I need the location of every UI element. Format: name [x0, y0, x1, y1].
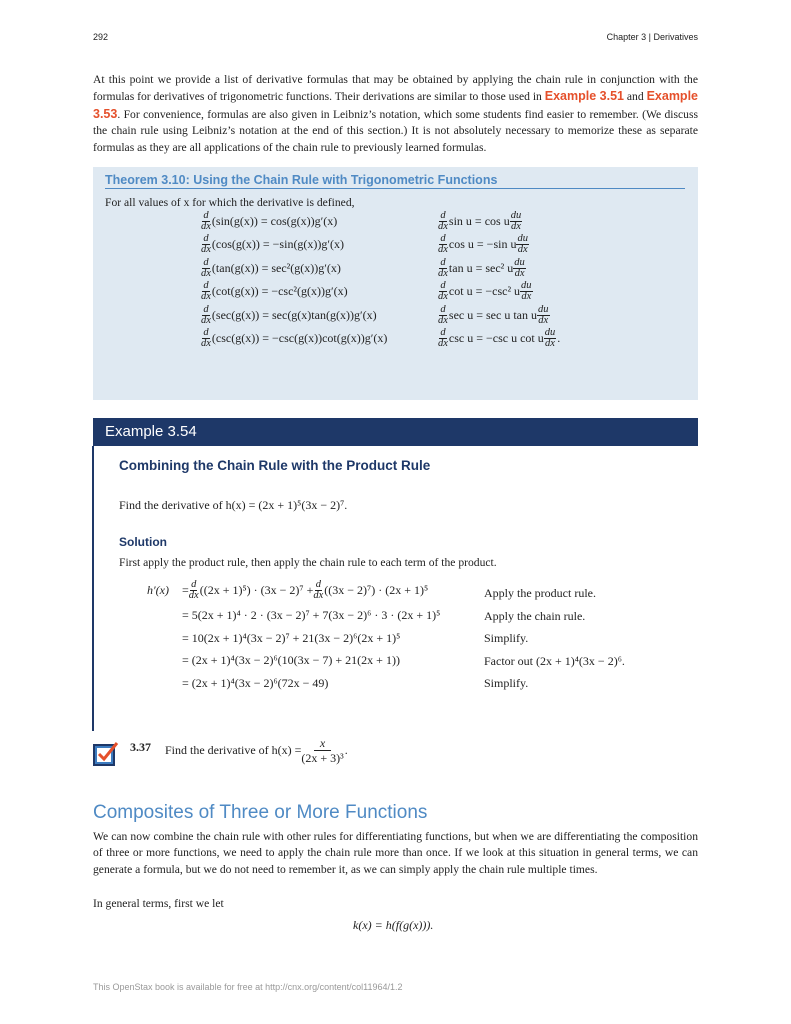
fraction	[438, 305, 448, 326]
num: d	[440, 303, 446, 315]
den: dx	[201, 291, 211, 302]
den: dx	[438, 220, 448, 232]
reason: Factor out (2x + 1)⁴(3x − 2)⁶.	[484, 653, 625, 668]
step: = (2x + 1)⁴(3x − 2)⁶(72x − 49)	[182, 675, 329, 690]
num: d	[440, 233, 446, 244]
solution-steps	[182, 604, 440, 694]
solution-intro: First apply the product rule, then apply the chain rule to each term of the product.	[119, 556, 497, 569]
num: du	[544, 327, 556, 338]
den: dx	[438, 338, 448, 349]
link-example-3-51[interactable]: Example 3.51	[544, 89, 624, 104]
den: dx	[538, 314, 549, 326]
footer: This OpenStax book is available for free at http://cnx.org/content/col11964/1.2	[93, 982, 403, 992]
den: dx	[514, 267, 525, 279]
example-problem: Find the derivative of h(x) = (2x + 1)⁵(3x − 2)⁷.	[119, 498, 348, 512]
num: d	[203, 256, 209, 268]
leibniz-formula-row	[438, 303, 551, 327]
d-dx	[313, 580, 323, 601]
leibniz-formula-row	[438, 209, 523, 233]
fraction	[201, 211, 211, 232]
chain-formula-row	[201, 256, 341, 280]
den: dx	[517, 244, 528, 255]
d-dx	[189, 580, 199, 601]
theorem-box	[93, 167, 698, 400]
chain-formula-row	[201, 327, 387, 351]
formula: csc u = −csc u cot u	[448, 331, 544, 345]
solution-step-1	[147, 579, 428, 601]
chain-formula-row	[201, 209, 337, 233]
intro-paragraph	[93, 72, 698, 156]
num: du	[521, 280, 532, 291]
formula: (tan(g(x)) = sec²(g(x))g′(x)	[211, 260, 341, 275]
theorem-title: Theorem 3.10: Using the Chain Rule with Trigonometric Functions	[105, 173, 685, 189]
num: d	[203, 327, 209, 338]
fraction	[201, 234, 211, 255]
formula: (cot(g(x)) = −csc²(g(x))g′(x)	[211, 284, 348, 298]
num: du	[517, 233, 528, 244]
formula: cos u = −sin u	[448, 237, 517, 251]
reason: Simplify.	[484, 631, 529, 645]
reason: Simplify.	[484, 676, 529, 690]
num: d	[440, 327, 446, 338]
num: d	[203, 303, 209, 315]
formula: sin u = cos u	[448, 213, 510, 228]
exercise-text	[165, 736, 348, 765]
exercise-number: 3.37	[130, 740, 151, 754]
fraction	[201, 328, 211, 349]
link-example-3-53[interactable]: Example 3.53	[93, 89, 698, 121]
period: .	[557, 331, 561, 345]
section-title: Composites of Three or More Functions	[93, 802, 428, 823]
reason: Apply the chain rule.	[484, 608, 586, 623]
den: dx	[438, 244, 448, 255]
num: d	[203, 209, 209, 221]
chain-formula-row	[201, 303, 377, 327]
text: At this point we provide a list of derivative formulas that may be obtained by applying the chain rule in conjunction with the formulas for derivatives of trigonometric functions. Their derivations are similar to those used in	[93, 73, 698, 104]
theorem-intro: For all values of x for which the derivative is defined,	[105, 196, 355, 209]
num: x	[314, 736, 331, 751]
num: d	[203, 233, 209, 244]
den: dx	[201, 267, 211, 279]
den: dx	[438, 291, 448, 302]
leibniz-formula-row	[438, 233, 530, 257]
reason: Apply the product rule.	[484, 586, 596, 600]
chapter-title: Chapter 3 | Derivatives	[606, 32, 698, 42]
checkpoint-icon	[93, 741, 117, 765]
chain-formula-row	[201, 280, 348, 304]
formula: (sin(g(x)) = cos(g(x))g′(x)	[211, 213, 338, 228]
fraction	[438, 281, 448, 302]
text: . For convenience, formulas are also given in Leibniz’s notation, which some students find easier to remember. (We discuss the chain rule using Leibniz’s notation at the end of this section.) It is not absolutely necessary to memorize these as separate formulas as they are all applications of the chain rule to previously learned formulas.	[93, 107, 698, 154]
solution-label: Solution	[119, 535, 167, 549]
den: dx	[545, 338, 555, 349]
fraction	[438, 211, 448, 232]
solution-reasons	[484, 582, 625, 695]
den: dx	[188, 589, 199, 601]
lhs: h′(x)	[147, 582, 169, 597]
section-paragraph-2: In general terms, first we let	[93, 897, 224, 910]
num: d	[440, 280, 446, 291]
den: dx	[521, 291, 532, 302]
leibniz-formula-row	[438, 256, 527, 280]
num: du	[514, 256, 525, 268]
num: d	[440, 209, 446, 221]
step: = 5(2x + 1)⁴ · 2 · (3x − 2)⁷ + 7(3x − 2)⁶ · 3 · (2x + 1)⁵	[182, 608, 441, 622]
step: = (2x + 1)⁴(3x − 2)⁶(10(3x − 7) + 21(2x + 1))	[182, 653, 400, 667]
num: d	[203, 280, 209, 291]
formula: sec u = sec u tan u	[448, 307, 537, 322]
fraction	[438, 234, 448, 255]
fraction	[301, 736, 343, 765]
den: dx	[438, 267, 448, 279]
text: and	[624, 90, 647, 104]
num: d	[191, 578, 197, 590]
fraction	[438, 328, 448, 349]
num: d	[440, 256, 446, 268]
leibniz-formula-row	[438, 327, 560, 351]
expr: ((3x − 2)⁷) · (2x + 1)⁵	[324, 582, 429, 597]
den: dx	[201, 244, 211, 255]
den: (2x + 3)³	[301, 751, 344, 765]
den: dx	[313, 589, 324, 601]
fraction	[438, 258, 448, 279]
num: d	[315, 578, 321, 590]
eq: =	[182, 582, 189, 597]
formula: cot u = −csc² u	[448, 284, 521, 298]
num: du	[510, 209, 522, 221]
text: Find the derivative of h(x) =	[165, 743, 302, 757]
page-number: 292	[93, 32, 109, 42]
composite-formula: k(x) = h(f(g(x))).	[353, 918, 434, 932]
expr: ((2x + 1)⁵) · (3x − 2)⁷ +	[199, 582, 314, 597]
fraction	[201, 258, 211, 279]
step: = 10(2x + 1)⁴(3x − 2)⁷ + 21(3x − 2)⁶(2x + 1)⁵	[182, 630, 401, 645]
den: dx	[201, 338, 211, 349]
den: dx	[201, 220, 211, 232]
fraction	[201, 281, 211, 302]
fraction	[544, 328, 557, 349]
formula: (cos(g(x)) = −sin(g(x))g′(x)	[211, 237, 345, 251]
num: du	[538, 303, 549, 315]
den: dx	[510, 220, 521, 232]
fraction	[513, 258, 526, 279]
example-label: Example 3.54	[105, 423, 197, 440]
fraction	[201, 305, 211, 326]
example-title: Combining the Chain Rule with the Product Rule	[119, 458, 431, 473]
period: .	[344, 743, 348, 757]
example-border	[92, 446, 94, 731]
example-header	[93, 418, 698, 446]
fraction	[516, 234, 529, 255]
section-paragraph: We can now combine the chain rule with other rules for differentiating functions, but when we are differentiating the composition of three or more functions, we need to apply the chain rule more than once. If we look at this situation in general terms, we can generate a formula, but we do not need to remember it, as we can simply apply the chain rule multiple times.	[93, 830, 698, 876]
fraction	[520, 281, 533, 302]
chain-formula-row	[201, 233, 344, 257]
formula: (csc(g(x)) = −csc(g(x))cot(g(x))g′(x)	[211, 331, 388, 345]
den: dx	[201, 314, 211, 326]
formula: tan u = sec² u	[448, 260, 514, 275]
leibniz-formula-row	[438, 280, 534, 304]
den: dx	[438, 314, 448, 326]
fraction	[537, 305, 550, 326]
formula: (sec(g(x)) = sec(g(x)tan(g(x))g′(x)	[211, 307, 377, 322]
fraction	[510, 211, 523, 232]
